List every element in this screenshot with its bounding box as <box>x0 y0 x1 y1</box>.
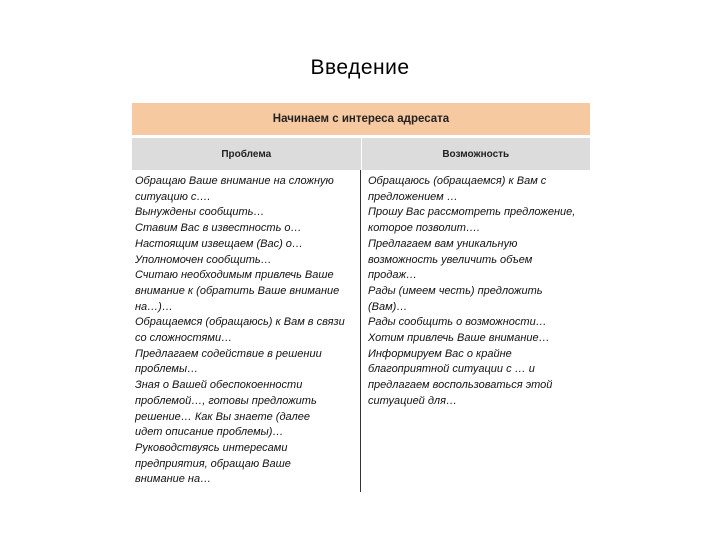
problem-phrase-line: предприятия, обращаю Ваше <box>135 457 291 470</box>
opportunity-phrase-line: Прошу Вас рассмотреть предложение, <box>368 206 576 219</box>
problem-phrase-line: Предлагаем содействие в решении <box>135 347 322 360</box>
column-header-problem: Проблема <box>132 138 362 170</box>
opportunity-phrase-line: предложением … <box>368 190 458 203</box>
problem-phrase-line: ситуацию с…. <box>135 190 211 203</box>
phrases-table <box>132 103 590 492</box>
opportunity-phrase-line: продаж… <box>368 269 418 282</box>
opportunity-phrase-line: возможность увеличить объем <box>368 253 533 266</box>
column-header-opportunity: Возможность <box>442 148 510 160</box>
opportunity-phrase-line: Информируем Вас о крайне <box>368 347 512 360</box>
column-headers <box>132 138 590 170</box>
problem-phrase-line: идет описание проблемы)… <box>135 426 284 439</box>
opportunity-phrase-line: Хотим привлечь Ваше внимание… <box>368 332 550 345</box>
problem-phrase-line: Обращаю Ваше внимание на сложную <box>135 175 334 187</box>
opportunity-phrase-line: ситуацией для… <box>368 394 458 407</box>
opportunity-phrase-line: предлагаем воспользоваться этой <box>368 379 553 392</box>
opportunity-phrase-line: Рады сообщить о возможности… <box>368 316 547 329</box>
opportunity-phrase-line: Рады (имеем честь) предложить <box>368 284 543 297</box>
table-header: Начинаем с интереса адресата <box>132 103 590 135</box>
problem-phrase-line: Считаю необходимым привлечь Ваше <box>135 269 334 282</box>
opportunity-phrase-line: Предлагаем вам уникальную <box>368 237 518 250</box>
problem-phrase-line: внимание к (обратить Ваше внимание <box>135 284 340 297</box>
problem-phrase-line: внимание на… <box>135 473 212 486</box>
opportunity-column <box>361 170 590 492</box>
problem-phrase-line: со сложностями… <box>135 332 233 345</box>
slide-title: Введение <box>310 56 410 79</box>
problem-phrase-line: Обращаемся (обращаюсь) к Вам в связи <box>135 316 345 329</box>
problem-phrase-line: на…)… <box>135 300 173 313</box>
problem-phrase-line: Руководствуясь интересами <box>135 441 288 454</box>
problem-phrase-line: Зная о Вашей обеспокоенности <box>135 379 303 392</box>
problem-column <box>132 170 361 492</box>
opportunity-phrase-line: благоприятной ситуации с … и <box>368 363 535 376</box>
problem-phrase-line: решение… Как Вы знаете (далее <box>135 410 310 423</box>
table-body <box>132 170 590 492</box>
problem-phrase-line: проблемы… <box>135 363 199 376</box>
problem-phrase-line: Вынуждены сообщить… <box>135 206 265 219</box>
opportunity-phrase-line: Обращаюсь (обращаемся) к Вам с <box>368 175 547 187</box>
opportunity-phrase-line: которое позволит…. <box>368 222 480 235</box>
opportunity-phrase-line: (Вам)… <box>368 300 408 313</box>
problem-phrase-line: Настоящим извещаем (Вас) о… <box>135 237 303 250</box>
problem-phrase-line: Ставим Вас в известность о… <box>135 222 302 235</box>
problem-phrase-line: Уполномочен сообщить… <box>135 253 272 266</box>
problem-phrase-line: проблемой…, готовы предложить <box>135 394 317 407</box>
